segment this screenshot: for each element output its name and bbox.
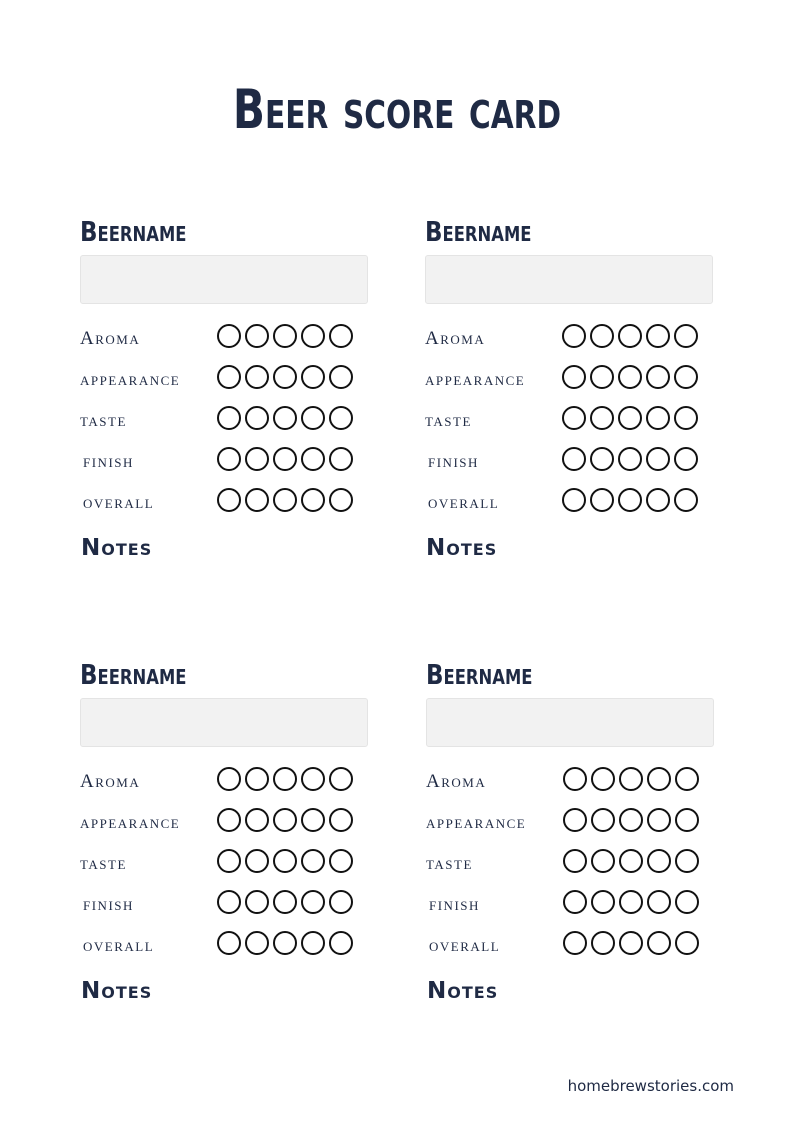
rating-row-overall [425, 488, 725, 516]
rating-circle-4[interactable] [301, 849, 325, 873]
notes-label: Notes [426, 535, 498, 561]
page-title: Beer score card [232, 78, 562, 141]
rating-circles [217, 767, 357, 791]
score-card-4 [426, 658, 726, 1018]
rating-circle-4[interactable] [301, 324, 325, 348]
rating-label: finish [428, 451, 479, 472]
rating-circle-5[interactable] [674, 324, 698, 348]
rating-circle-2[interactable] [245, 767, 269, 791]
beername-input[interactable] [80, 255, 368, 304]
rating-circle-1[interactable] [562, 488, 586, 512]
rating-circle-4[interactable] [301, 931, 325, 955]
rating-circle-3[interactable] [273, 488, 297, 512]
rating-circle-4[interactable] [301, 767, 325, 791]
rating-row-aroma [80, 324, 380, 352]
rating-row-appearance [426, 808, 726, 836]
rating-row-aroma [425, 324, 725, 352]
rating-circles [217, 447, 357, 471]
rating-circle-5[interactable] [675, 808, 699, 832]
rating-circle-3[interactable] [273, 808, 297, 832]
rating-circle-1[interactable] [217, 849, 241, 873]
footer-website: homebrewstories.com [567, 1077, 734, 1095]
rating-label: finish [429, 894, 480, 915]
rating-circle-1[interactable] [562, 447, 586, 471]
rating-row-finish [426, 890, 726, 918]
rating-circle-5[interactable] [674, 406, 698, 430]
rating-circle-1[interactable] [217, 488, 241, 512]
rating-row-taste [426, 849, 726, 877]
rating-circle-1[interactable] [217, 767, 241, 791]
rating-label: appearance [80, 812, 181, 833]
rating-circle-5[interactable] [675, 849, 699, 873]
rating-label: appearance [425, 369, 526, 390]
rating-circle-2[interactable] [590, 406, 614, 430]
rating-circle-3[interactable] [619, 890, 643, 914]
rating-circles [562, 365, 702, 389]
rating-circle-4[interactable] [647, 849, 671, 873]
rating-circle-5[interactable] [675, 890, 699, 914]
rating-circles [563, 931, 703, 955]
rating-circle-4[interactable] [646, 365, 670, 389]
rating-circle-4[interactable] [301, 808, 325, 832]
rating-label: overall [429, 935, 501, 956]
rating-circle-2[interactable] [591, 849, 615, 873]
rating-circle-1[interactable] [563, 931, 587, 955]
rating-circles [563, 849, 703, 873]
rating-circles [217, 324, 357, 348]
rating-circle-4[interactable] [301, 890, 325, 914]
rating-circle-5[interactable] [674, 447, 698, 471]
beername-input[interactable] [425, 255, 713, 304]
rating-circle-2[interactable] [245, 808, 269, 832]
beername-label: Beername [80, 215, 187, 248]
rating-circle-3[interactable] [619, 808, 643, 832]
rating-label: appearance [80, 369, 181, 390]
rating-circle-4[interactable] [646, 406, 670, 430]
rating-circle-1[interactable] [562, 365, 586, 389]
beername-label: Beername [426, 658, 533, 691]
rating-circle-3[interactable] [273, 767, 297, 791]
rating-circles [217, 406, 357, 430]
rating-circle-1[interactable] [217, 324, 241, 348]
rating-label: appearance [426, 812, 527, 833]
rating-circles [217, 890, 357, 914]
rating-circle-3[interactable] [619, 931, 643, 955]
rating-row-appearance [80, 808, 380, 836]
rating-circle-5[interactable] [329, 406, 353, 430]
rating-circles [563, 767, 703, 791]
rating-circle-4[interactable] [646, 324, 670, 348]
rating-circle-3[interactable] [273, 931, 297, 955]
rating-label: Aroma [80, 328, 141, 349]
rating-circles [562, 406, 702, 430]
rating-circle-2[interactable] [590, 365, 614, 389]
rating-circle-3[interactable] [273, 849, 297, 873]
rating-row-aroma [426, 767, 726, 795]
rating-label: taste [426, 853, 473, 874]
rating-circle-3[interactable] [273, 406, 297, 430]
rating-circle-2[interactable] [591, 931, 615, 955]
rating-label: taste [80, 410, 127, 431]
rating-circle-2[interactable] [245, 406, 269, 430]
rating-circle-5[interactable] [674, 365, 698, 389]
rating-circle-1[interactable] [217, 365, 241, 389]
rating-circles [562, 447, 702, 471]
rating-circles [217, 365, 357, 389]
rating-circle-2[interactable] [245, 931, 269, 955]
notes-label: Notes [81, 978, 153, 1004]
rating-circle-4[interactable] [301, 365, 325, 389]
rating-circle-3[interactable] [273, 324, 297, 348]
rating-circle-5[interactable] [329, 447, 353, 471]
score-card-3 [80, 658, 380, 1018]
rating-circle-3[interactable] [618, 406, 642, 430]
rating-circle-3[interactable] [273, 365, 297, 389]
rating-circle-4[interactable] [301, 406, 325, 430]
rating-circle-5[interactable] [329, 767, 353, 791]
rating-row-taste [425, 406, 725, 434]
rating-circle-5[interactable] [329, 365, 353, 389]
beername-input[interactable] [80, 698, 368, 747]
rating-label: finish [83, 894, 134, 915]
rating-circles [217, 849, 357, 873]
rating-circle-5[interactable] [329, 488, 353, 512]
rating-circle-1[interactable] [563, 849, 587, 873]
rating-circle-2[interactable] [245, 324, 269, 348]
rating-circle-2[interactable] [590, 488, 614, 512]
rating-circle-3[interactable] [618, 324, 642, 348]
rating-circle-5[interactable] [329, 890, 353, 914]
rating-label: Aroma [80, 771, 141, 792]
rating-circle-3[interactable] [619, 849, 643, 873]
rating-circle-3[interactable] [618, 488, 642, 512]
score-card-1 [80, 215, 380, 575]
rating-circle-1[interactable] [217, 447, 241, 471]
rating-circle-2[interactable] [245, 447, 269, 471]
rating-label: Aroma [426, 771, 487, 792]
rating-circle-4[interactable] [647, 890, 671, 914]
rating-circle-4[interactable] [646, 447, 670, 471]
rating-circle-1[interactable] [562, 324, 586, 348]
rating-row-finish [425, 447, 725, 475]
rating-circle-2[interactable] [245, 365, 269, 389]
rating-circle-1[interactable] [563, 890, 587, 914]
rating-circle-2[interactable] [245, 890, 269, 914]
beername-label: Beername [80, 658, 187, 691]
rating-circle-5[interactable] [329, 324, 353, 348]
rating-circle-5[interactable] [329, 808, 353, 832]
rating-label: Aroma [425, 328, 486, 349]
rating-circle-2[interactable] [590, 447, 614, 471]
rating-row-overall [426, 931, 726, 959]
rating-circle-2[interactable] [245, 849, 269, 873]
rating-circle-3[interactable] [619, 767, 643, 791]
rating-circles [563, 808, 703, 832]
rating-circle-2[interactable] [245, 488, 269, 512]
score-card-2 [425, 215, 725, 575]
rating-circle-4[interactable] [301, 447, 325, 471]
rating-row-taste [80, 849, 380, 877]
rating-circle-2[interactable] [591, 808, 615, 832]
rating-label: overall [83, 492, 155, 513]
rating-circle-1[interactable] [217, 890, 241, 914]
rating-circle-5[interactable] [329, 849, 353, 873]
rating-circle-4[interactable] [301, 488, 325, 512]
rating-label: overall [428, 492, 500, 513]
rating-row-finish [80, 447, 380, 475]
rating-row-taste [80, 406, 380, 434]
rating-circle-5[interactable] [329, 931, 353, 955]
rating-circle-3[interactable] [618, 447, 642, 471]
rating-circle-1[interactable] [563, 808, 587, 832]
beername-input[interactable] [426, 698, 714, 747]
rating-label: overall [83, 935, 155, 956]
rating-circle-3[interactable] [273, 447, 297, 471]
rating-circle-5[interactable] [675, 767, 699, 791]
rating-circles [562, 488, 702, 512]
rating-circle-5[interactable] [674, 488, 698, 512]
rating-circle-2[interactable] [591, 890, 615, 914]
rating-circle-3[interactable] [618, 365, 642, 389]
rating-circle-2[interactable] [590, 324, 614, 348]
rating-label: taste [425, 410, 472, 431]
rating-circles [217, 931, 357, 955]
rating-circle-4[interactable] [647, 767, 671, 791]
rating-circle-1[interactable] [217, 931, 241, 955]
rating-circles [562, 324, 702, 348]
rating-row-appearance [425, 365, 725, 393]
rating-row-aroma [80, 767, 380, 795]
rating-circle-1[interactable] [562, 406, 586, 430]
notes-label: Notes [81, 535, 153, 561]
rating-label: taste [80, 853, 127, 874]
rating-circle-1[interactable] [563, 767, 587, 791]
rating-circle-5[interactable] [675, 931, 699, 955]
rating-circle-1[interactable] [217, 808, 241, 832]
rating-circle-3[interactable] [273, 890, 297, 914]
rating-row-overall [80, 931, 380, 959]
rating-circles [217, 488, 357, 512]
rating-circle-2[interactable] [591, 767, 615, 791]
rating-row-overall [80, 488, 380, 516]
rating-row-finish [80, 890, 380, 918]
rating-circles [563, 890, 703, 914]
rating-circles [217, 808, 357, 832]
notes-label: Notes [427, 978, 499, 1004]
rating-circle-4[interactable] [647, 808, 671, 832]
rating-label: finish [83, 451, 134, 472]
rating-circle-4[interactable] [646, 488, 670, 512]
rating-row-appearance [80, 365, 380, 393]
rating-circle-4[interactable] [647, 931, 671, 955]
rating-circle-1[interactable] [217, 406, 241, 430]
beername-label: Beername [425, 215, 532, 248]
